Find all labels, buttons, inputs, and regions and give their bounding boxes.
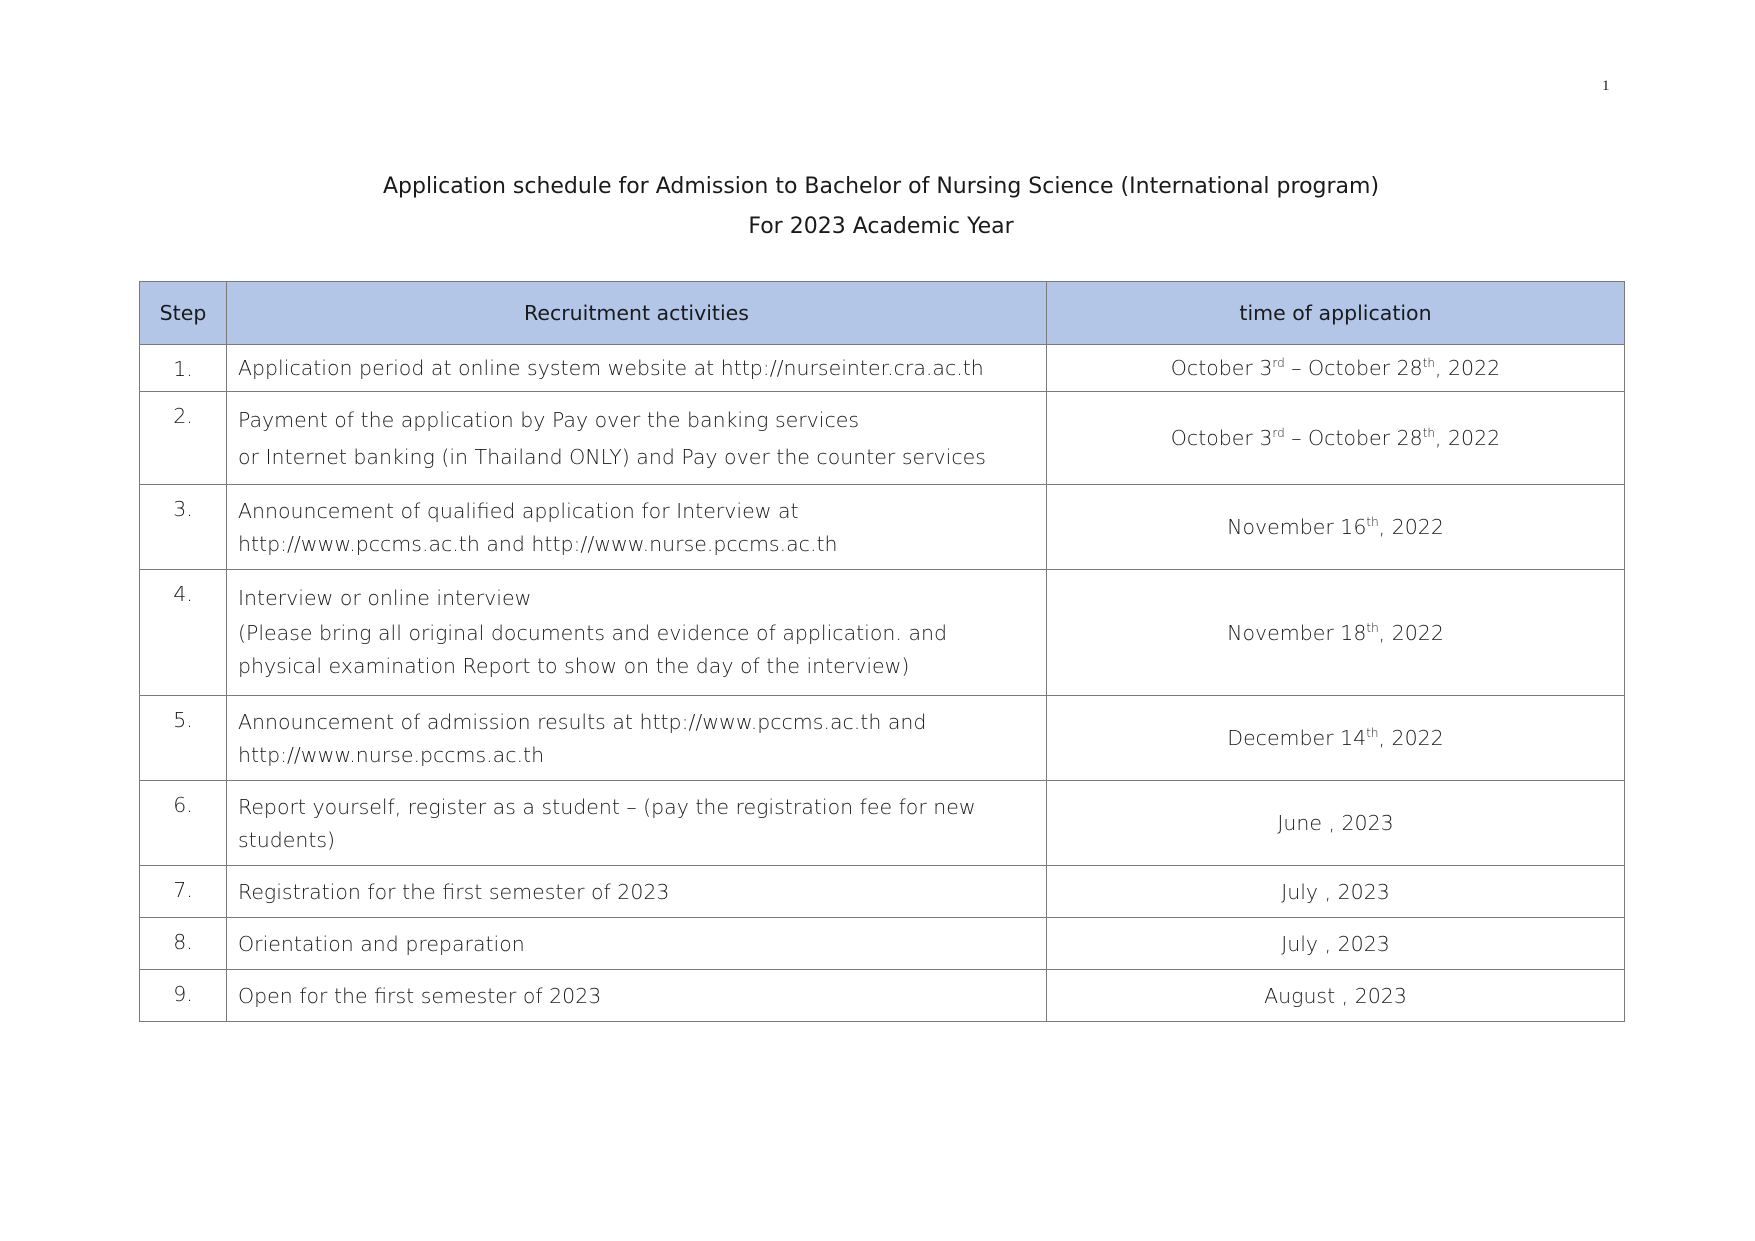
activity-line: physical examination Report to show on the day of the interview) bbox=[238, 654, 910, 678]
application-time bbox=[1047, 696, 1625, 781]
schedule-table bbox=[139, 281, 1625, 1022]
date-ordinal-suffix: th bbox=[1422, 426, 1435, 440]
application-time bbox=[1047, 345, 1625, 392]
application-time bbox=[1047, 392, 1625, 485]
date-ordinal-suffix: th bbox=[1366, 620, 1379, 635]
page-number: 1 bbox=[1602, 78, 1610, 94]
activity-line: Payment of the application by Pay over the banking services bbox=[238, 408, 860, 432]
date-text: , 2022 bbox=[1378, 726, 1444, 750]
header-activities: Recruitment activities bbox=[227, 282, 1047, 345]
date-ordinal-suffix: th bbox=[1422, 356, 1435, 370]
date-text: October 3 bbox=[1170, 356, 1273, 380]
date-text: , 2022 bbox=[1434, 356, 1501, 380]
date-text: , 2022 bbox=[1434, 426, 1501, 450]
activity-line: Application period at online system website at http://nurseinter.cra.ac.th bbox=[238, 356, 984, 380]
date-text: June , 2023 bbox=[1277, 811, 1394, 835]
date-text: , 2022 bbox=[1378, 515, 1444, 539]
activity-line: Announcement of qualified application for Interview at bbox=[238, 499, 799, 523]
date-ordinal-suffix: rd bbox=[1272, 426, 1285, 440]
application-time bbox=[1047, 918, 1625, 970]
table-row bbox=[140, 918, 1625, 970]
date-text: October 3 bbox=[1170, 426, 1273, 450]
date-ordinal-suffix: rd bbox=[1272, 356, 1285, 370]
table-row bbox=[140, 392, 1625, 485]
activity-cell bbox=[227, 570, 1047, 696]
table-row bbox=[140, 781, 1625, 866]
table-row bbox=[140, 696, 1625, 781]
activity-cell bbox=[227, 866, 1047, 918]
activity-line: http://www.nurse.pccms.ac.th bbox=[238, 743, 545, 767]
date-text: July , 2023 bbox=[1281, 879, 1390, 904]
activity-line: students) bbox=[238, 828, 336, 852]
date-text: , 2022 bbox=[1378, 620, 1444, 645]
activity-cell bbox=[227, 345, 1047, 392]
activity-line: Registration for the first semester of 2023 bbox=[238, 880, 670, 904]
date-ordinal-suffix: th bbox=[1366, 726, 1379, 740]
table-row bbox=[140, 970, 1625, 1022]
activity-cell bbox=[227, 392, 1047, 485]
activity-line: Orientation and preparation bbox=[238, 932, 525, 956]
date-text: – October 28 bbox=[1284, 426, 1423, 450]
activity-cell bbox=[227, 696, 1047, 781]
step-number: 3. bbox=[140, 485, 227, 570]
step-number: 9. bbox=[140, 970, 227, 1022]
date-text: July , 2023 bbox=[1281, 931, 1390, 956]
date-text: November 18 bbox=[1227, 620, 1367, 645]
activity-cell bbox=[227, 918, 1047, 970]
date-text: December 14 bbox=[1227, 726, 1367, 750]
activity-line: Announcement of admission results at http://www.pccms.ac.th and bbox=[238, 710, 927, 734]
document-subtitle: For 2023 Academic Year bbox=[748, 214, 1014, 239]
header-step: Step bbox=[140, 282, 227, 345]
activity-line: Report yourself, register as a student – (pay the registration fee for new bbox=[238, 795, 976, 819]
date-text: – October 28 bbox=[1284, 356, 1423, 380]
step-number: 2. bbox=[140, 392, 227, 485]
table-row bbox=[140, 345, 1625, 392]
date-ordinal-suffix: th bbox=[1366, 515, 1379, 529]
activity-cell bbox=[227, 781, 1047, 866]
step-number: 4. bbox=[140, 570, 227, 696]
application-time bbox=[1047, 970, 1625, 1022]
activity-line: http://www.pccms.ac.th and http://www.nurse.pccms.ac.th bbox=[238, 532, 838, 556]
date-text: August , 2023 bbox=[1264, 983, 1407, 1008]
activity-cell bbox=[227, 970, 1047, 1022]
table-row bbox=[140, 866, 1625, 918]
step-number: 1. bbox=[140, 345, 227, 392]
step-number: 5. bbox=[140, 696, 227, 781]
table-row bbox=[140, 485, 1625, 570]
table-row bbox=[140, 570, 1625, 696]
date-text: November 16 bbox=[1227, 515, 1367, 539]
activity-cell bbox=[227, 485, 1047, 570]
application-time bbox=[1047, 485, 1625, 570]
activity-line: or Internet banking (in Thailand ONLY) and Pay over the counter services bbox=[238, 445, 986, 469]
step-number: 8. bbox=[140, 918, 227, 970]
application-time bbox=[1047, 866, 1625, 918]
application-time bbox=[1047, 570, 1625, 696]
activity-line: Interview or online interview bbox=[238, 586, 532, 610]
step-number: 7. bbox=[140, 866, 227, 918]
application-time bbox=[1047, 781, 1625, 866]
activity-line: (Please bring all original documents and evidence of application. and bbox=[238, 621, 948, 645]
activity-line: Open for the first semester of 2023 bbox=[238, 984, 602, 1008]
document-title: Application schedule for Admission to Bachelor of Nursing Science (International program) bbox=[382, 174, 1380, 199]
header-time: time of application bbox=[1047, 282, 1625, 345]
table-header-row bbox=[140, 282, 1625, 345]
step-number: 6. bbox=[140, 781, 227, 866]
